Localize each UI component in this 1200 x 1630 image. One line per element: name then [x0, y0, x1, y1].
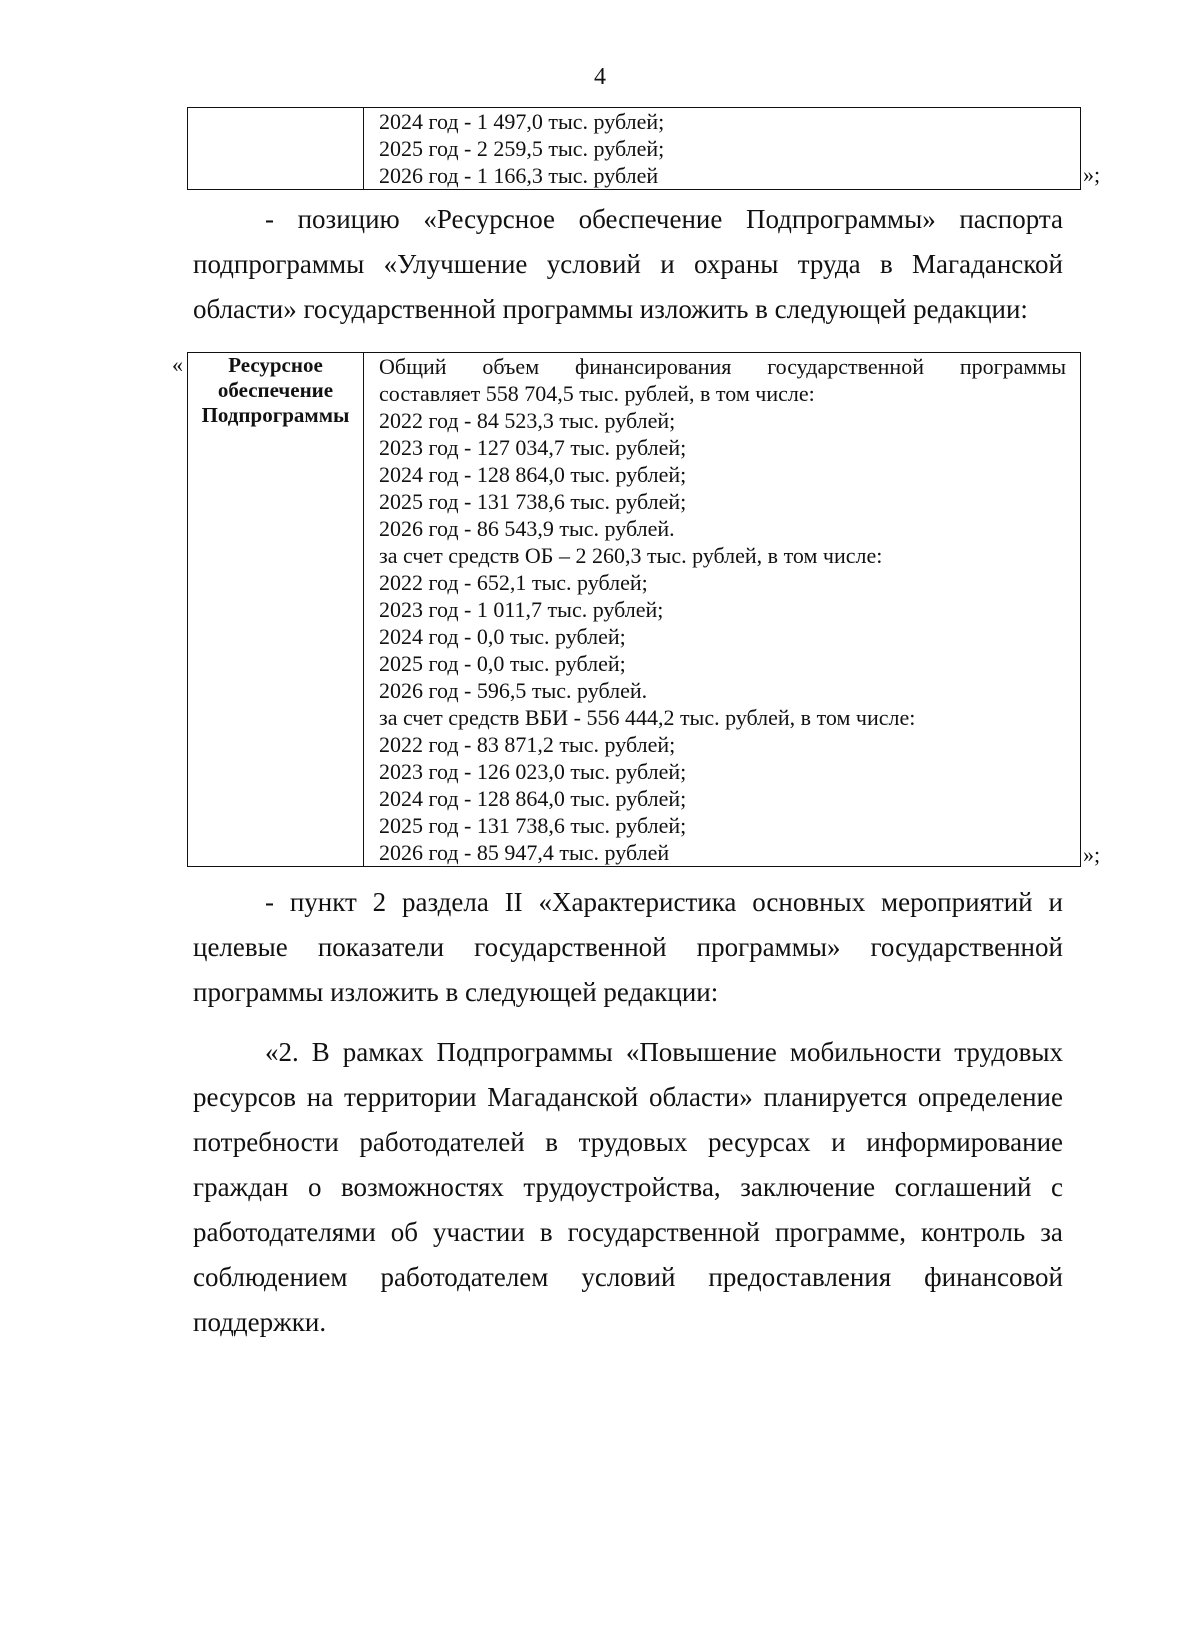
- header-line: обеспечение: [217, 378, 334, 402]
- header-line: Подпрограммы: [201, 403, 350, 427]
- table-line: 2022 год - 652,1 тыс. рублей;: [379, 570, 648, 595]
- word: области»: [648, 1082, 753, 1112]
- word: «2.: [265, 1037, 299, 1067]
- word: «Ресурсное: [423, 204, 556, 234]
- opening-quote-mark: «: [172, 352, 183, 377]
- table-line: 2023 год - 126 023,0 тыс. рублей;: [379, 759, 687, 784]
- word: участии: [433, 1217, 525, 1247]
- table-line: 2024 год - 0,0 тыс. рублей;: [379, 624, 626, 649]
- word: на: [306, 1082, 334, 1112]
- word: государственной: [567, 1217, 761, 1247]
- word: II: [504, 887, 523, 917]
- word: в: [879, 249, 893, 279]
- paragraph-line: [193, 1120, 1063, 1165]
- table-line: 2025 год - 131 738,6 тыс. рублей;: [379, 489, 687, 514]
- word: позицию: [297, 204, 400, 234]
- word: охраны: [694, 249, 779, 279]
- word: «Повышение: [625, 1037, 777, 1067]
- word: «Улучшение: [383, 249, 528, 279]
- table-line: 2025 год - 2 259,5 тыс. рублей;: [379, 136, 665, 161]
- word: и: [1048, 887, 1063, 917]
- table-line: 2025 год - 131 738,6 тыс. рублей;: [379, 813, 687, 838]
- table-line: 2022 год - 83 871,2 тыс. рублей;: [379, 732, 676, 757]
- paragraph-line: поддержки.: [193, 1307, 327, 1337]
- word: труда: [797, 249, 861, 279]
- table-line: 2024 год - 128 864,0 тыс. рублей;: [379, 786, 687, 811]
- word: заключение: [740, 1172, 876, 1202]
- word: условий: [546, 249, 641, 279]
- table-line: 2024 год - 128 864,0 тыс. рублей;: [379, 462, 687, 487]
- word: об: [390, 1217, 419, 1247]
- word: подпрограммы: [193, 249, 365, 279]
- word: -: [265, 204, 274, 234]
- closing-quote-mark: »;: [1083, 162, 1101, 187]
- word: программы»: [696, 932, 841, 962]
- word: государственной: [870, 932, 1063, 962]
- word: Магаданской: [487, 1082, 639, 1112]
- word: обеспечение: [578, 204, 723, 234]
- paragraph-line: [193, 242, 1063, 287]
- word: целевые: [193, 932, 288, 962]
- word: потребности: [193, 1127, 339, 1157]
- table-line: 2026 год - 85 947,4 тыс. рублей: [379, 840, 670, 865]
- word: граждан: [193, 1172, 289, 1202]
- word: ресурсов: [193, 1082, 297, 1112]
- paragraph-line: области» государственной программы изложить в следующей редакции:: [193, 294, 1028, 324]
- paragraph-line: [193, 1075, 1063, 1120]
- paragraph-line: [193, 925, 1063, 970]
- word: пункт: [289, 887, 357, 917]
- word: Подпрограммы»: [745, 204, 936, 234]
- word: соблюдением: [193, 1262, 348, 1292]
- word: программы: [959, 354, 1066, 379]
- paragraph-line: [193, 880, 1063, 925]
- word: трудоустройства,: [523, 1172, 721, 1202]
- word: Магаданской: [912, 249, 1063, 279]
- word: В: [311, 1037, 330, 1067]
- paragraph-resource-position: [193, 197, 1063, 332]
- word: за: [1040, 1217, 1063, 1247]
- word: определение: [917, 1082, 1063, 1112]
- word: государственной: [767, 354, 924, 379]
- word: контроль: [920, 1217, 1026, 1247]
- word: трудовых: [954, 1037, 1063, 1067]
- word: -: [265, 887, 274, 917]
- table-line: 2024 год - 1 497,0 тыс. рублей;: [379, 109, 665, 134]
- table-line: составляет 558 704,5 тыс. рублей, в том числе:: [379, 381, 815, 406]
- continuation-table-values-cell: [364, 108, 1081, 190]
- word: ресурсах: [707, 1127, 811, 1157]
- word: финансирования: [574, 354, 732, 379]
- word: показатели: [317, 932, 445, 962]
- word: информирование: [866, 1127, 1063, 1157]
- word: в: [539, 1217, 553, 1247]
- word: соглашений: [894, 1172, 1032, 1202]
- resources-table: [187, 352, 1081, 867]
- paragraph-section-point: [193, 880, 1063, 1015]
- paragraph-line: [193, 1255, 1063, 1300]
- word: государственной: [474, 932, 667, 962]
- table-line: 2026 год - 1 166,3 тыс. рублей: [379, 163, 659, 188]
- paragraph-line: [193, 1165, 1063, 1210]
- word: мероприятий: [881, 887, 1033, 917]
- word: паспорта: [959, 204, 1063, 234]
- table-line: 2022 год - 84 523,3 тыс. рублей;: [379, 408, 676, 433]
- table-line: 2026 год - 596,5 тыс. рублей.: [379, 678, 648, 703]
- word: и: [660, 249, 675, 279]
- word: условий: [581, 1262, 676, 1292]
- word: раздела: [402, 887, 489, 917]
- word: территории: [343, 1082, 477, 1112]
- word: основных: [752, 887, 866, 917]
- paragraph-subprogram-description: [193, 1030, 1063, 1345]
- word: о: [307, 1172, 322, 1202]
- table-line: 2026 год - 86 543,9 тыс. рублей.: [379, 516, 675, 541]
- header-line: Ресурсное: [228, 353, 323, 377]
- word: работодателями: [193, 1217, 376, 1247]
- resources-table-values-cell: [364, 353, 1081, 867]
- paragraph-line: программы изложить в следующей редакции:: [193, 977, 719, 1007]
- word: мобильности: [789, 1037, 942, 1067]
- paragraph-line: [193, 1210, 1063, 1255]
- continuation-table: [187, 107, 1081, 190]
- word: и: [831, 1127, 846, 1157]
- closing-quote-mark: »;: [1083, 842, 1101, 867]
- word: планируется: [763, 1082, 908, 1112]
- word: рамках: [342, 1037, 424, 1067]
- table-line: [379, 353, 1066, 380]
- table-line: 2023 год - 127 034,7 тыс. рублей;: [379, 435, 687, 460]
- word: объем: [482, 354, 540, 379]
- word: предоставления: [708, 1262, 892, 1292]
- word: «Характеристика: [538, 887, 737, 917]
- word: возможностях: [340, 1172, 504, 1202]
- page-number: 4: [594, 64, 606, 90]
- word: Общий: [379, 354, 447, 379]
- word: в: [545, 1127, 559, 1157]
- paragraph-line: [193, 1030, 1063, 1075]
- word: финансовой: [924, 1262, 1063, 1292]
- table-line: за счет средств ОБ – 2 260,3 тыс. рублей, в том числе:: [379, 543, 883, 568]
- word: работодателем: [380, 1262, 549, 1292]
- word: 2: [372, 887, 387, 917]
- word: трудовых: [578, 1127, 688, 1157]
- word: программе,: [775, 1217, 906, 1247]
- table-line: 2023 год - 1 011,7 тыс. рублей;: [379, 597, 664, 622]
- table-line: за счет средств ВБИ - 556 444,2 тыс. рублей, в том числе:: [379, 705, 916, 730]
- resources-table-header-cell: [188, 353, 364, 867]
- word: с: [1050, 1172, 1063, 1202]
- paragraph-line: [193, 197, 1063, 242]
- table-line: 2025 год - 0,0 тыс. рублей;: [379, 651, 626, 676]
- word: работодателей: [359, 1127, 525, 1157]
- word: Подпрограммы: [436, 1037, 613, 1067]
- continuation-table-empty-cell: [188, 108, 364, 190]
